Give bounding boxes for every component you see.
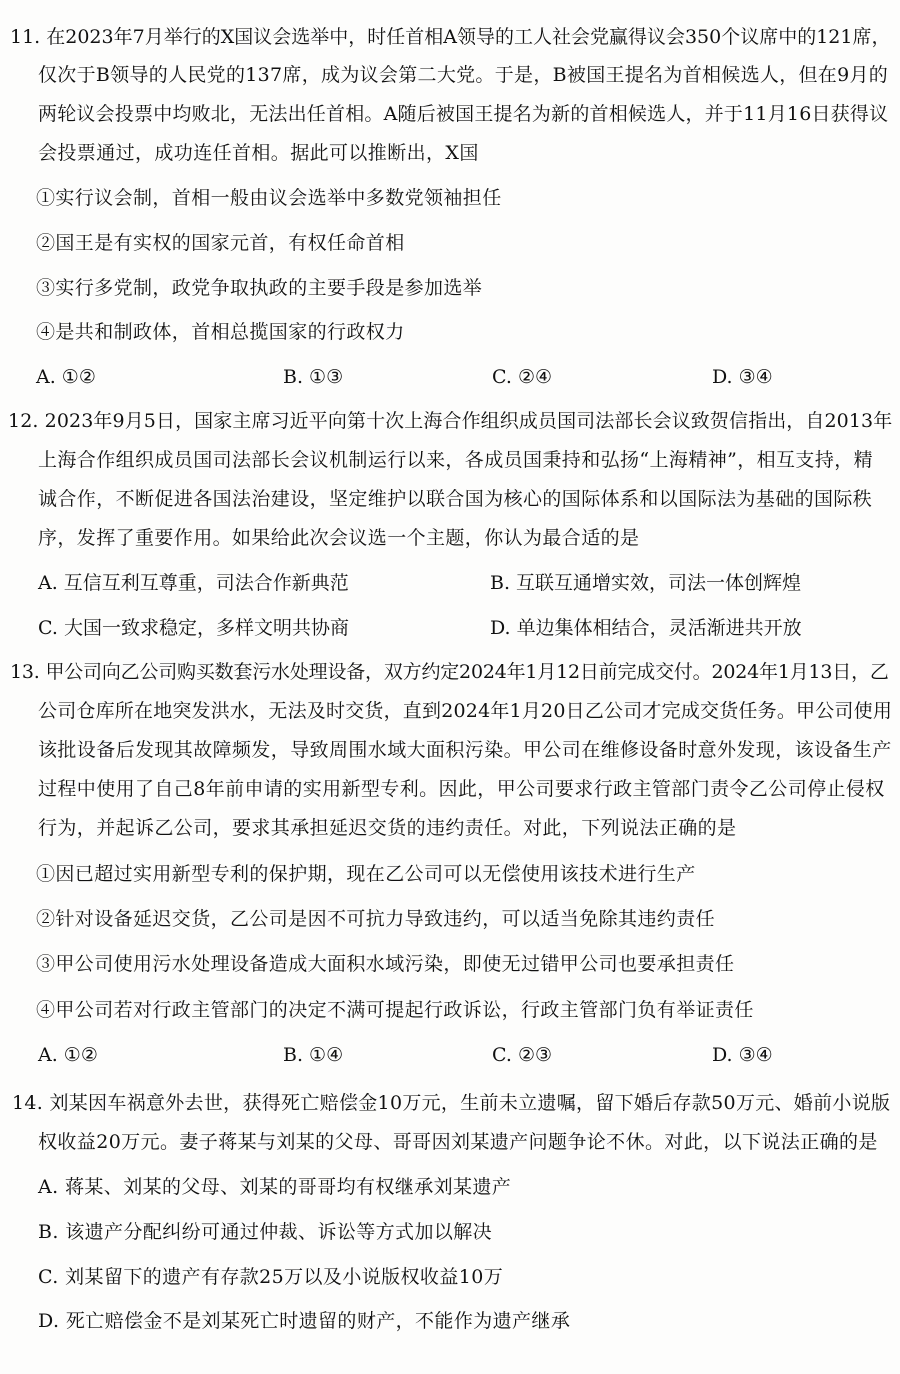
q12-stem-line-1: 12. 2023年9月5日，国家主席习近平向第十次上海合作组织成员国司法部长会议致贺信指出，自2013年 (8, 410, 893, 432)
q13-statement-4: ④甲公司若对行政主管部门的决定不满可提起行政诉讼，行政主管部门负有举证责任 (36, 999, 754, 1021)
q13-options (0, 1043, 900, 1069)
q14-stem-line-2: 权收益20万元。妻子蒋某与刘某的父母、哥哥因刘某遗产问题争论不休。对此，以下说法正确的是 (38, 1131, 878, 1153)
q13-option-a: A. ①② (38, 1044, 98, 1066)
q12-options-row-1 (0, 571, 900, 597)
q11-statement-2: ②国王是有实权的国家元首，有权任命首相 (36, 232, 405, 254)
q13-stem-line-2: 公司仓库所在地突发洪水，无法及时交货，直到2024年1月20日乙公司才完成交货任务。甲公司使用 (38, 700, 893, 722)
q13-stem-line-3: 该批设备后发现其故障频发，导致周围水域大面积污染。甲公司在维修设备时意外发现，该设备生产 (38, 739, 892, 761)
q12-option-a: A. 互信互利互尊重，司法合作新典范 (38, 572, 349, 594)
q11-stem-line-2: 仅次于B领导的人民党的137席，成为议会第二大党。于是，B被国王提名为首相候选人，但在9月的 (38, 64, 889, 86)
q14-option-b: B. 该遗产分配纠纷可通过仲裁、诉讼等方式加以解决 (38, 1221, 493, 1243)
q12-options-row-2 (0, 616, 900, 642)
q11-stem-line-3: 两轮议会投票中均败北，无法出任首相。A随后被国王提名为新的首相候选人，并于11月16日获得议 (38, 103, 889, 125)
q11-statement-3: ③实行多党制，政党争取执政的主要手段是参加选举 (36, 277, 483, 299)
q13-statement-2: ②针对设备延迟交货，乙公司是因不可抗力导致违约，可以适当免除其违约责任 (36, 908, 716, 930)
q11-statement-1: ①实行议会制，首相一般由议会选举中多数党领袖担任 (36, 187, 502, 209)
q11-stem-line-1: 11. 在2023年7月举行的X国议会选举中，时任首相A领导的工人社会党赢得议会350个议席中的121席， (10, 26, 891, 48)
q11-statement-4: ④是共和制政体，首相总揽国家的行政权力 (36, 321, 405, 343)
q12-option-c: C. 大国一致求稳定，多样文明共协商 (38, 617, 349, 639)
q12-stem-line-4: 序，发挥了重要作用。如果给此次会议选一个主题，你认为最合适的是 (38, 527, 640, 549)
q13-option-d: D. ③④ (712, 1044, 773, 1066)
q13-statement-1: ①因已超过实用新型专利的保护期，现在乙公司可以无偿使用该技术进行生产 (36, 863, 696, 885)
q12-option-b: B. 互联互通增实效，司法一体创辉煌 (490, 572, 802, 594)
q11-options (0, 365, 900, 391)
q14-option-a: A. 蒋某、刘某的父母、刘某的哥哥均有权继承刘某遗产 (38, 1176, 512, 1198)
q14-option-d: D. 死亡赔偿金不是刘某死亡时遗留的财产，不能作为遗产继承 (38, 1310, 571, 1332)
q13-statement-3: ③甲公司使用污水处理设备造成大面积水域污染，即使无过错甲公司也要承担责任 (36, 953, 735, 975)
q13-stem-line-5: 行为，并起诉乙公司，要求其承担延迟交货的违约责任。对此，下列说法正确的是 (38, 817, 737, 839)
q11-option-a: A. ①② (36, 366, 96, 388)
q13-stem-line-1: 13. 甲公司向乙公司购买数套污水处理设备，双方约定2024年1月12日前完成交付。2024年1月13日，乙 (10, 661, 889, 683)
q14-stem-line-1: 14. 刘某因车祸意外去世，获得死亡赔偿金10万元，生前未立遗嘱，留下婚后存款50万元、婚前小说版 (12, 1092, 891, 1114)
q11-option-b: B. ①③ (283, 366, 344, 388)
q12-stem-line-3: 诚合作，不断促进各国法治建设，坚定维护以联合国为核心的国际体系和以国际法为基础的国际秩 (38, 488, 873, 510)
q12-option-d: D. 单边集体相结合，灵活渐进共开放 (490, 617, 802, 639)
q11-option-c: C. ②④ (492, 366, 553, 388)
q13-option-b: B. ①④ (283, 1044, 344, 1066)
q13-stem-line-4: 过程中使用了自己8年前申请的实用新型专利。因此，甲公司要求行政主管部门责令乙公司停止侵权 (38, 778, 885, 800)
q11-option-d: D. ③④ (712, 366, 773, 388)
q12-stem-line-2: 上海合作组织成员国司法部长会议机制运行以来，各成员国秉持和弘扬“上海精神”，相互支持，精 (38, 449, 874, 471)
q13-option-c: C. ②③ (492, 1044, 553, 1066)
q14-option-c: C. 刘某留下的遗产有存款25万以及小说版权收益10万 (38, 1266, 504, 1288)
q11-stem-line-4: 会投票通过，成功连任首相。据此可以推断出，X国 (38, 142, 479, 164)
